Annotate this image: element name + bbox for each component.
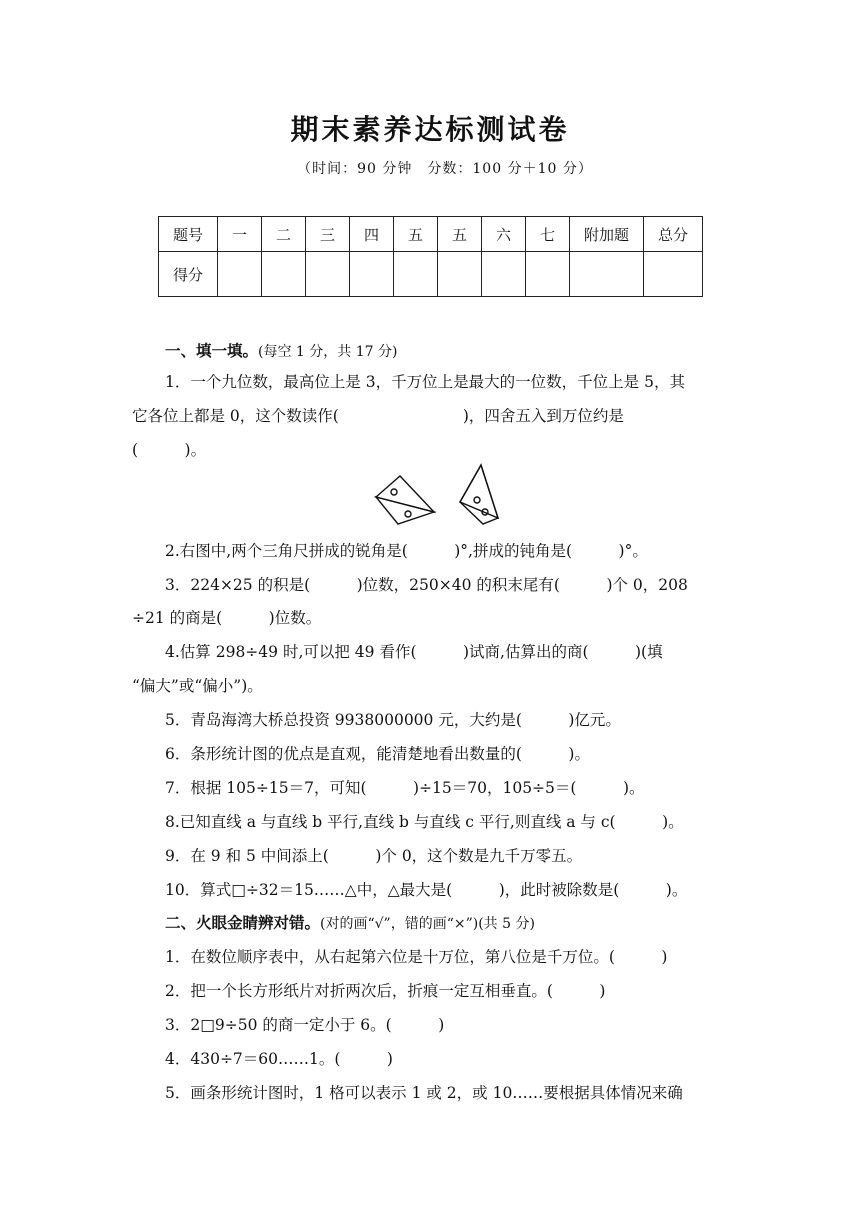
- section2-heading: [165, 912, 765, 935]
- score-header-cell: 题号: [159, 217, 218, 252]
- question-3-line-2: ÷21 的商是( )位数。: [132, 609, 322, 627]
- score-header-cell: 三: [306, 217, 350, 252]
- score-header-cell: 一: [218, 217, 262, 252]
- score-cell[interactable]: [394, 252, 438, 297]
- score-cell[interactable]: [262, 252, 306, 297]
- score-header-cell: 总分: [644, 217, 703, 252]
- section2-note: (对的画“√”，错的画“×”)(共 5 分): [320, 916, 535, 932]
- question-1-line-3: ( )。: [132, 441, 207, 459]
- score-cell[interactable]: [482, 252, 526, 297]
- judge-question-4: 4．430÷7＝60……1。( ): [165, 1050, 393, 1068]
- score-table-score-row: [159, 252, 703, 297]
- question-10: 10．算式□÷32＝15……△中，△最大是( )，此时被除数是( )。: [165, 881, 688, 899]
- question-4-line-1: 4.估算 298÷49 时,可以把 49 看作( )试商,估算出的商( )(填: [165, 643, 663, 661]
- score-header-cell: 七: [526, 217, 570, 252]
- score-cell[interactable]: [438, 252, 482, 297]
- section1-heading: [165, 340, 765, 363]
- section1-title: 一、填一填。: [165, 342, 259, 360]
- score-cell[interactable]: [350, 252, 394, 297]
- question-4-line-2: “偏大”或“偏小”)。: [132, 677, 263, 695]
- score-cell[interactable]: [306, 252, 350, 297]
- score-header-cell: 五: [438, 217, 482, 252]
- score-cell[interactable]: [570, 252, 644, 297]
- section1-note: (每空 1 分，共 17 分): [258, 344, 398, 360]
- score-cell[interactable]: [644, 252, 703, 297]
- two-set-squares-diagram-icon: [370, 462, 530, 540]
- question-9: 9．在 9 和 5 中间添上( )个 0，这个数是九千万零五。: [165, 847, 583, 865]
- score-header-cell: 附加题: [570, 217, 644, 252]
- judge-question-1: 1．在数位顺序表中，从右起第六位是十万位，第八位是千万位。( ): [165, 948, 668, 966]
- score-header-cell: 五: [394, 217, 438, 252]
- score-cell[interactable]: [526, 252, 570, 297]
- question-6: 6．条形统计图的优点是直观，能清楚地看出数量的( )。: [165, 745, 590, 763]
- score-row-label: 得分: [159, 252, 218, 297]
- score-table-header-row: [159, 217, 703, 252]
- section2-title: 二、火眼金睛辨对错。: [165, 914, 321, 932]
- judge-question-3: 3．2□9÷50 的商一定小于 6。( ): [165, 1016, 445, 1034]
- question-2: 2.右图中,两个三角尺拼成的锐角是( )°,拼成的钝角是( )°。: [165, 542, 648, 560]
- score-table: [158, 216, 703, 297]
- question-1-line-2: 它各位上都是 0，这个数读作( )，四舍五入到万位约是: [132, 407, 624, 425]
- question-1-line-1: 1．一个九位数，最高位上是 3，千万位上是最大的一位数，千位上是 5，其: [165, 373, 685, 391]
- judge-question-5: 5．画条形统计图时，1 格可以表示 1 或 2，或 10……要根据具体情况来确: [165, 1084, 683, 1102]
- page-title: 期末素养达标测试卷: [290, 113, 570, 146]
- question-3-line-1: 3．224×25 的积是( )位数，250×40 的积末尾有( )个 0，208: [165, 576, 688, 594]
- page-subtitle: （时间：90 分钟 分数：100 分＋10 分）: [297, 161, 593, 177]
- score-header-cell: 四: [350, 217, 394, 252]
- question-7: 7．根据 105÷15＝7，可知( )÷15＝70，105÷5＝( )。: [165, 779, 645, 797]
- question-8: 8.已知直线 a 与直线 b 平行,直线 b 与直线 c 平行,则直线 a 与 c( )。: [165, 813, 684, 831]
- score-cell[interactable]: [218, 252, 262, 297]
- judge-question-2: 2．把一个长方形纸片对折两次后，折痕一定互相垂直。( ): [165, 982, 606, 1000]
- score-header-cell: 六: [482, 217, 526, 252]
- question-5: 5．青岛海湾大桥总投资 9938000000 元，大约是( )亿元。: [165, 711, 621, 729]
- score-header-cell: 二: [262, 217, 306, 252]
